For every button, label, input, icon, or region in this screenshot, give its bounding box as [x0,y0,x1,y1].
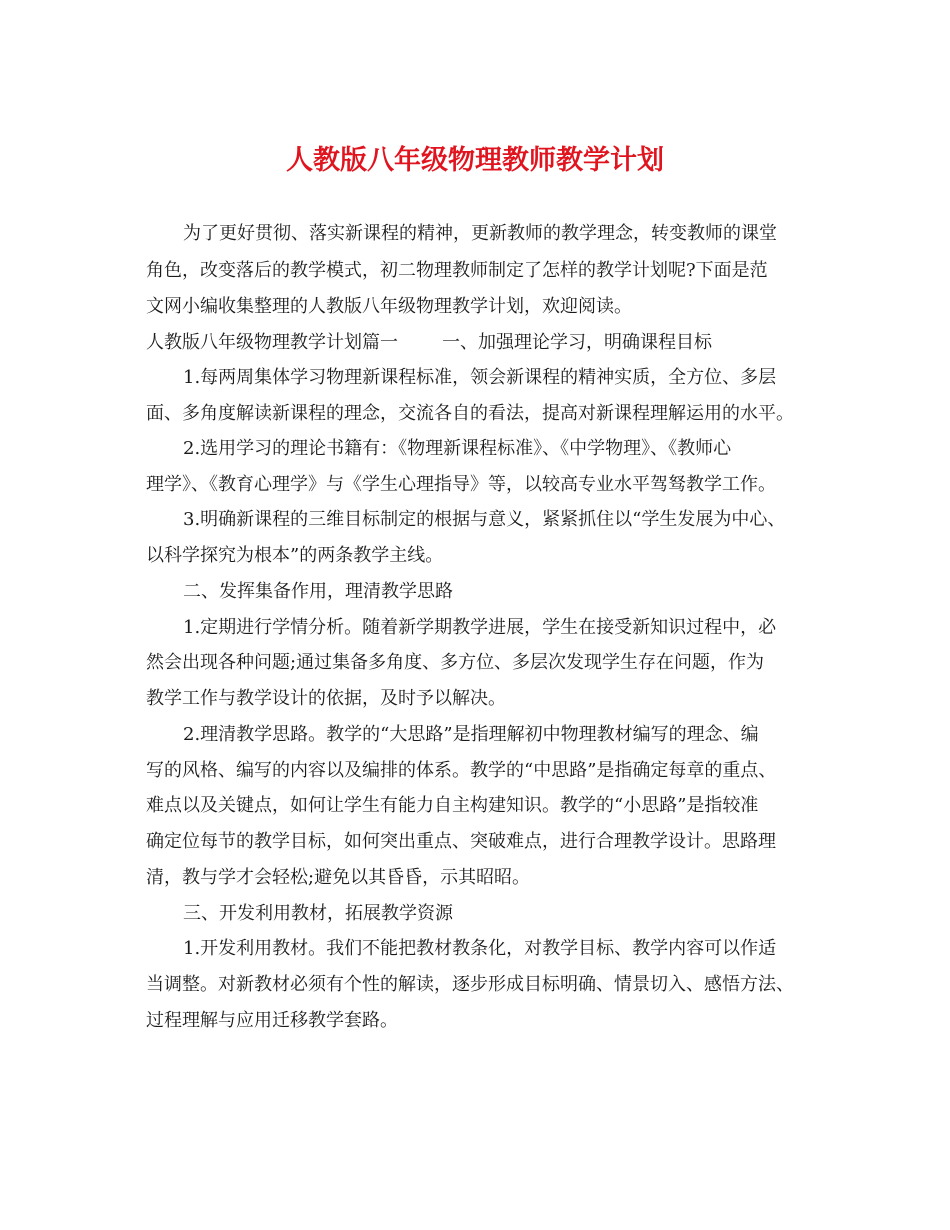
paragraph-line: 写的风格、编写的内容以及编排的体系。教学的“中思路”是指确定每章的重点、 [146,760,777,781]
paragraph-line: 确定位每节的教学目标，如何突出重点、突破难点，进行合理教学设计。思路理 [146,831,776,852]
paragraph-line: 面、多角度解读新课程的理念，交流各自的看法，提高对新课程理解运用的水平。 [146,403,794,424]
paragraph-line: 过程理解与应用迁移教学套路。 [146,1010,398,1031]
paragraph-line: 3.明确新课程的三维目标制定的根据与意义，紧紧抓住以“学生发展为中心、 [183,509,786,530]
paragraph-line: 然会出现各种问题;通过集备多角度、多方位、多层次发现学生存在问题，作为 [146,652,765,673]
paragraph-line: 理学》、《教育心理学》与《学生心理指导》等，以较高专业水平驾驽教学工作。 [146,474,776,495]
section-heading: 三、开发利用教材，拓展教学资源 [183,903,453,924]
paragraph-line: 角色，改变落后的教学模式，初二物理教师制定了怎样的教学计划呢?下面是范 [146,260,768,281]
paragraph-line: 1.定期进行学情分析。随着新学期教学进展，学生在接受新知识过程中，必 [183,617,777,638]
article-heading: 人教版八年级物理教学计划篇一 [146,332,398,353]
paragraph-line: 教学工作与教学设计的依据，及时予以解决。 [146,688,506,709]
paragraph-line: 1.开发利用教材。我们不能把教材教条化，对教学目标、教学内容可以作适 [183,938,777,959]
paragraph-line: 为了更好贯彻、落实新课程的精神，更新教师的教学理念，转变教师的课堂 [183,223,777,244]
section-heading: 二、发挥集备作用，理清教学思路 [183,581,453,602]
section-heading-line [146,331,712,355]
paragraph-line: 以科学探究为根本”的两条教学主线。 [146,545,444,566]
paragraph-line: 当调整。对新教材必须有个性的解读，逐步形成目标明确、情景切入、感悟方法、 [146,974,794,995]
paragraph-line: 难点以及关键点，如何让学生有能力自主构建知识。教学的“小思路”是指较准 [146,795,759,816]
document-title: 人教版八年级物理教师教学计划 [286,145,664,176]
paragraph-line: 文网小编收集整理的人教版八年级物理教学计划，欢迎阅读。 [146,296,632,317]
paragraph-line: 清，教与学才会轻松;避免以其昏昏，示其昭昭。 [146,867,531,888]
paragraph-line: 1.每两周集体学习物理新课程标准，领会新课程的精神实质，全方位、多层 [183,367,777,388]
section-heading: 一、加强理论学习，明确课程目标 [442,332,712,353]
paragraph-line: 2.选用学习的理论书籍有：《物理新课程标准》、《中学物理》、《教师心 [183,438,732,459]
paragraph-line: 2.理清教学思路。教学的“大思路”是指理解初中物理教材编写的理念、编 [183,724,759,745]
